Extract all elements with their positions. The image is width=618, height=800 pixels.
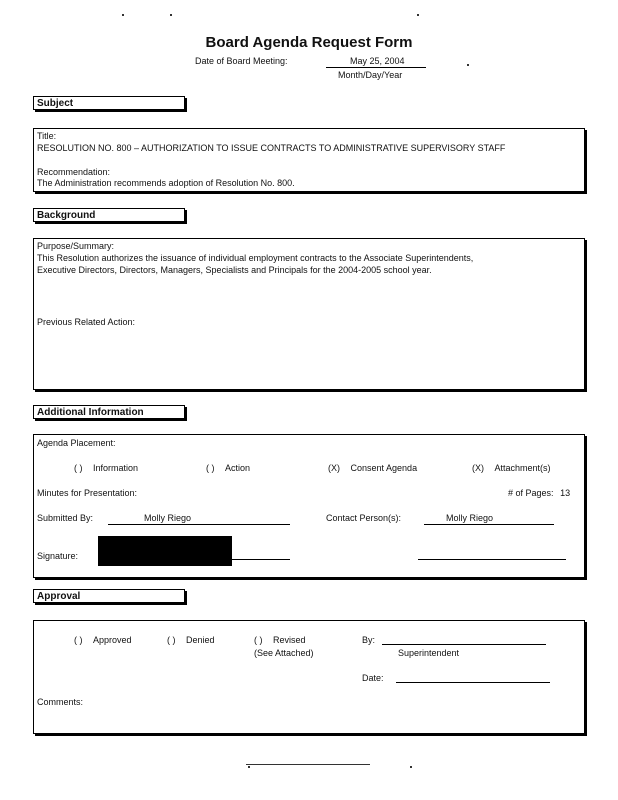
approval-option-approved[interactable] [74,635,132,646]
submitted-by-field[interactable] [108,513,290,525]
contact-person-value: Molly Riego [446,513,494,523]
purpose-label: Purpose/Summary: [37,241,115,251]
contact-person-label: Contact Person(s): [326,513,402,523]
option-action-label: Action [225,463,251,473]
previous-action-label: Previous Related Action: [37,317,136,327]
background-header: Background [33,208,185,222]
date-label: Date: [362,673,384,683]
title-label: Title: [37,131,57,141]
signature-field-secondary[interactable] [418,548,566,560]
approval-option-denied[interactable] [167,635,215,646]
background-box [33,238,585,390]
subject-box [33,128,585,192]
title-value: RESOLUTION NO. 800 – AUTHORIZATION TO ISSUE CONTRACTS TO ADMINISTRATIVE SUPERVISORY STAFF [37,143,506,153]
recommendation-value: The Administration recommends adoption of Resolution No. 800. [37,178,295,188]
option-attachments-checkbox[interactable]: (X) [472,463,484,473]
denied-checkbox[interactable]: ( ) [167,635,176,645]
meeting-date-label: Date of Board Meeting: [195,56,288,66]
revised-note: (See Attached) [254,648,314,658]
approval-box [33,620,585,734]
scan-speck [467,64,469,66]
option-consent-agenda-checkbox[interactable]: (X) [328,463,340,473]
contact-person-field[interactable] [424,513,554,525]
pages-label: # of Pages: [508,488,554,498]
denied-label: Denied [186,635,215,645]
scan-speck [248,766,250,768]
approved-label: Approved [93,635,132,645]
comments-label: Comments: [37,697,84,707]
option-information-checkbox[interactable]: ( ) [74,463,83,473]
option-information-label: Information [93,463,139,473]
scan-speck [122,14,124,16]
date-format-hint: Month/Day/Year [338,70,403,80]
additional-info-header: Additional Information [33,405,185,419]
submitted-by-value: Molly Riego [144,513,192,523]
signature-label: Signature: [37,551,79,561]
revised-label: Revised [273,635,306,645]
purpose-line-2: Executive Directors, Directors, Managers, Specialists and Principals for the 2004-2005 school year. [37,265,432,275]
minutes-label: Minutes for Presentation: [37,488,138,498]
subject-header: Subject [33,96,185,110]
purpose-line-1: This Resolution authorizes the issuance of individual employment contracts to the Associate Superintendents, [37,253,474,263]
scan-speck [410,766,412,768]
by-label: By: [362,635,376,645]
meeting-date-field [326,56,426,68]
additional-info-box [33,434,585,578]
by-field[interactable] [382,633,546,645]
submitted-by-label: Submitted By: [37,513,94,523]
recommendation-label: Recommendation: [37,167,111,177]
form-title: Board Agenda Request Form [205,34,413,51]
option-information[interactable] [74,463,138,474]
option-action[interactable] [206,463,250,474]
option-consent-agenda-label: Consent Agenda [350,463,418,473]
approved-checkbox[interactable]: ( ) [74,635,83,645]
footer-line [246,764,370,765]
option-attachments-label: Attachment(s) [494,463,551,473]
date-field[interactable] [396,671,550,683]
redacted-signature [98,536,232,566]
scan-speck [417,14,419,16]
approval-header: Approval [33,589,185,603]
revised-checkbox[interactable]: ( ) [254,635,263,645]
option-attachments[interactable] [472,463,551,474]
scan-speck [170,14,172,16]
meeting-date-value: May 25, 2004 [350,56,405,66]
option-action-checkbox[interactable]: ( ) [206,463,215,473]
by-caption: Superintendent [398,648,460,658]
option-consent-agenda[interactable] [328,463,417,474]
agenda-placement-label: Agenda Placement: [37,438,116,448]
approval-option-revised[interactable] [254,635,306,646]
pages-value: 13 [560,488,571,498]
page-count [508,488,570,499]
